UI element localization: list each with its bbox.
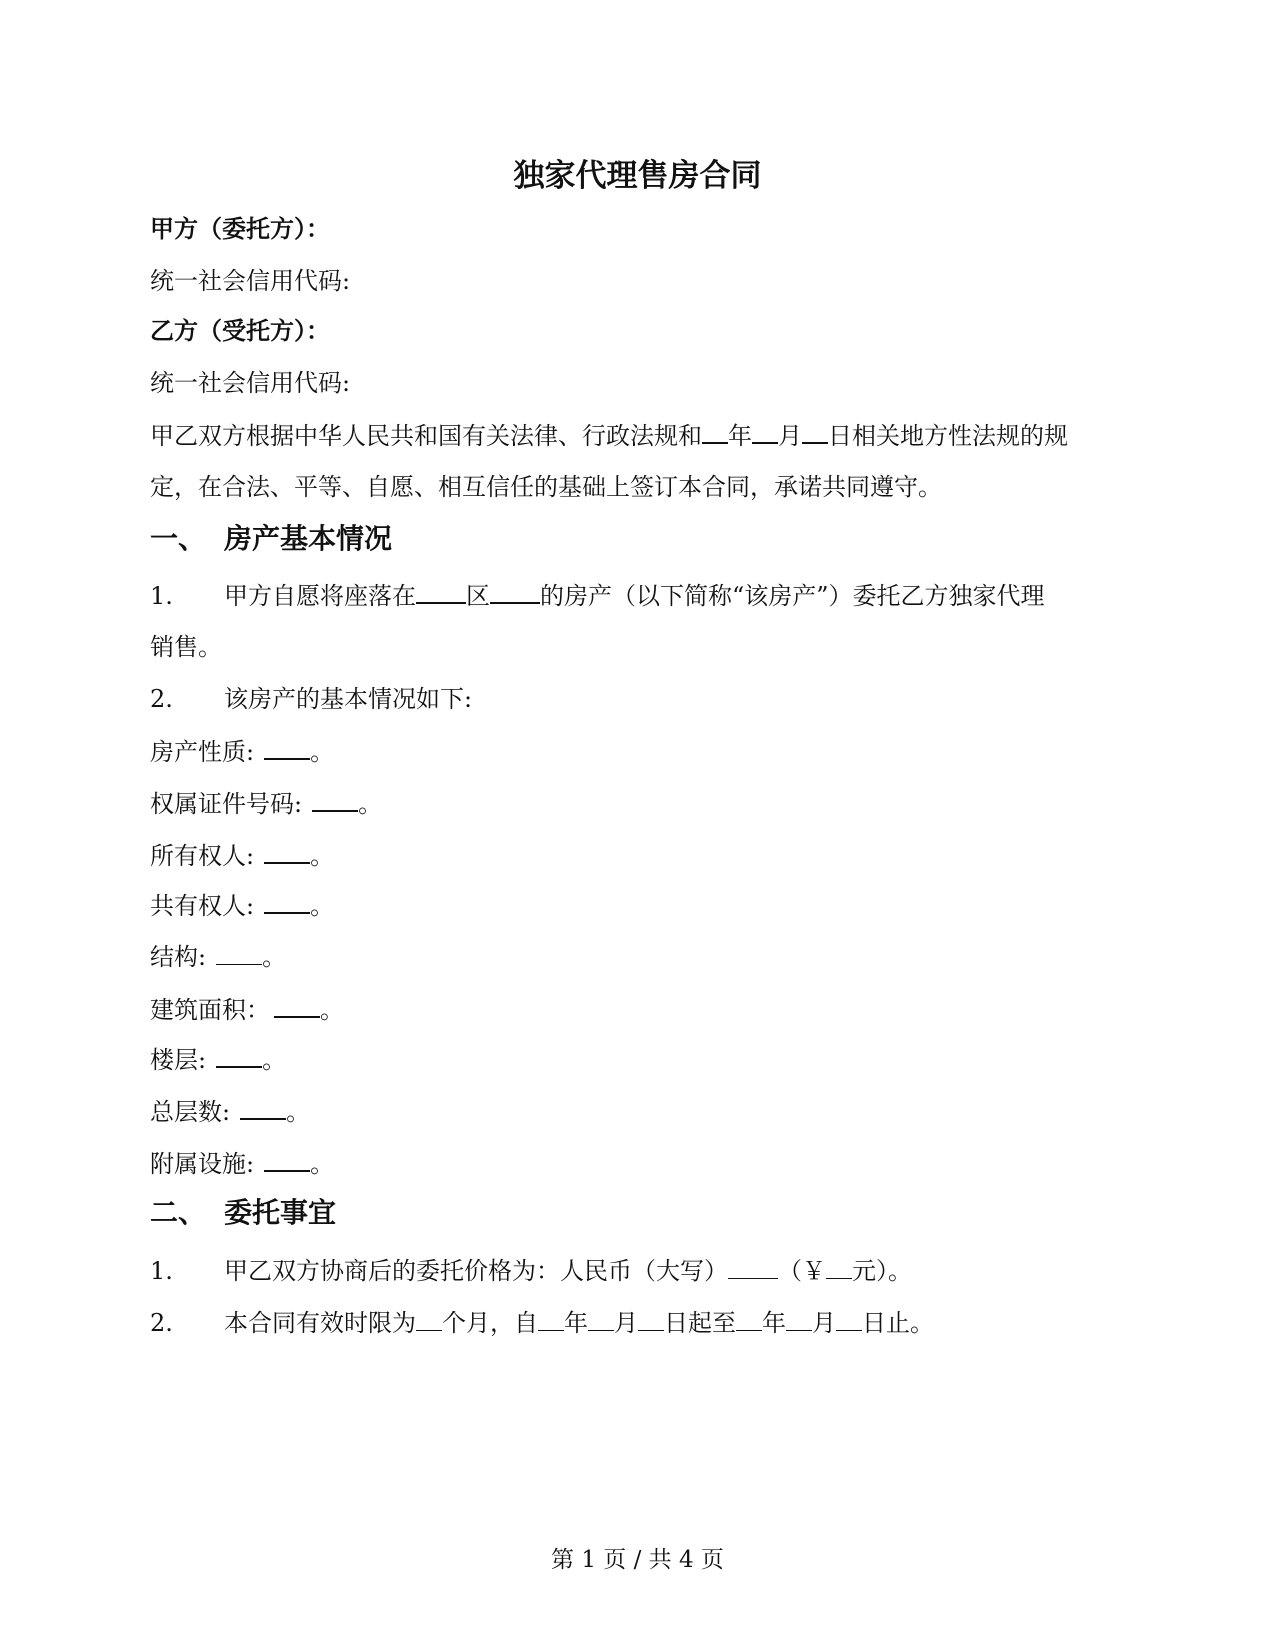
item-text-2: 区 — [466, 582, 490, 610]
blank-price-amount — [826, 1256, 852, 1279]
document-title: 独家代理售房合同 — [513, 158, 762, 194]
field-blank — [264, 890, 310, 914]
party-b-label: 乙方（受托方）： — [150, 316, 330, 345]
item-number: 1. — [150, 582, 173, 610]
section-2-number: 二、 — [150, 1196, 207, 1229]
field-building-area — [150, 994, 1130, 1025]
blank-months — [416, 1308, 442, 1331]
field-label: 楼层: — [150, 1046, 207, 1074]
field-label: 所有权人: — [150, 842, 255, 870]
section-1-item-1 — [150, 580, 1130, 611]
blank-start-year — [538, 1308, 564, 1331]
blank-month — [752, 420, 778, 444]
field-blank — [216, 1044, 262, 1068]
preamble-text-3: 月 — [778, 422, 802, 450]
field-blank — [216, 942, 262, 965]
item-number: 1. — [150, 1257, 173, 1285]
field-owner — [150, 840, 1130, 871]
item-text-1: 本合同有效时限为 — [224, 1309, 416, 1337]
field-blank — [240, 1096, 286, 1120]
item-text-1: 甲方自愿将座落在 — [224, 582, 416, 610]
blank-end-day — [836, 1308, 862, 1331]
item-text-5: 日起至 — [664, 1309, 736, 1337]
section-2-item-2 — [150, 1308, 1130, 1338]
field-end: 。 — [358, 790, 383, 818]
item-text: 该房产的基本情况如下: — [224, 685, 473, 713]
field-end: 。 — [310, 1150, 335, 1178]
party-a-label: 甲方（委托方）： — [150, 214, 330, 243]
preamble-line-1 — [150, 420, 1130, 451]
item-text-3: 的房产（以下简称“该房产”）委托乙方独家代理 — [540, 582, 1045, 610]
item-text-4: 月 — [614, 1309, 638, 1337]
field-facilities — [150, 1148, 1130, 1179]
field-end: 。 — [310, 842, 335, 870]
field-label: 共有权人: — [150, 892, 255, 920]
item-text-6: 年 — [762, 1309, 786, 1337]
section-1-heading — [150, 522, 1130, 556]
item-text-2: 个月，自 — [442, 1309, 538, 1337]
item-text-3: 元）。 — [852, 1257, 912, 1285]
field-end: 。 — [286, 1098, 311, 1126]
blank-end-month — [786, 1308, 812, 1331]
blank-price-words — [728, 1256, 778, 1279]
blank-day — [802, 420, 828, 444]
item-text-7: 月 — [812, 1309, 836, 1337]
blank-start-day — [638, 1308, 664, 1331]
field-structure — [150, 942, 1130, 972]
blank-year — [702, 420, 728, 444]
field-end: 。 — [310, 892, 335, 920]
field-label: 房产性质: — [150, 738, 255, 766]
party-a-code-label: 统一社会信用代码: — [150, 267, 351, 295]
party-b-code-label: 统一社会信用代码: — [150, 369, 351, 397]
blank-address — [490, 580, 540, 604]
blank-end-year — [736, 1308, 762, 1331]
field-label: 附属设施: — [150, 1150, 255, 1178]
field-blank — [312, 788, 358, 812]
field-end: 。 — [262, 1046, 287, 1074]
field-label: 结构: — [150, 943, 207, 971]
item-text-2: （￥ — [778, 1257, 826, 1285]
preamble-text-1: 甲乙双方根据中华人民共和国有关法律、行政法规和 — [150, 422, 702, 450]
field-end: 。 — [310, 738, 335, 766]
preamble-text-2: 年 — [728, 422, 752, 450]
field-total-floors — [150, 1096, 1130, 1127]
blank-start-month — [588, 1308, 614, 1331]
field-label: 权属证件号码: — [150, 790, 303, 818]
field-label: 总层数: — [150, 1098, 231, 1126]
field-label: 建筑面积： — [150, 996, 270, 1024]
section-2-heading — [150, 1196, 1130, 1230]
field-property-nature — [150, 736, 1130, 767]
preamble-text-4: 日相关地方性法规的规 — [828, 422, 1068, 450]
item-text-8: 日止。 — [862, 1309, 934, 1337]
item-number: 2. — [150, 685, 173, 713]
section-1-title: 房产基本情况 — [224, 522, 393, 555]
field-certificate-number — [150, 788, 1130, 819]
page-footer: 第 1 页 / 共 4 页 — [551, 1547, 724, 1573]
field-blank — [264, 840, 310, 864]
item-text-3: 年 — [564, 1309, 588, 1337]
section-2-title: 委托事宜 — [224, 1196, 337, 1229]
blank-district — [416, 580, 466, 604]
section-1-number: 一、 — [150, 522, 207, 555]
item-text-1: 甲乙双方协商后的委托价格为：人民币（大写） — [224, 1257, 728, 1285]
field-blank — [274, 994, 320, 1018]
section-1-item-2 — [150, 684, 1130, 714]
item-number: 2. — [150, 1309, 173, 1337]
preamble-line-2: 定，在合法、平等、自愿、相互信任的基础上签订本合同，承诺共同遵守。 — [150, 473, 942, 501]
field-end: 。 — [262, 943, 287, 971]
field-end: 。 — [320, 996, 344, 1024]
section-2-item-1 — [150, 1256, 1130, 1286]
field-floor — [150, 1044, 1130, 1075]
field-co-owner — [150, 890, 1130, 921]
section-1-item-1-line-2: 销售。 — [150, 633, 222, 661]
field-blank — [264, 736, 310, 760]
field-blank — [264, 1148, 310, 1172]
